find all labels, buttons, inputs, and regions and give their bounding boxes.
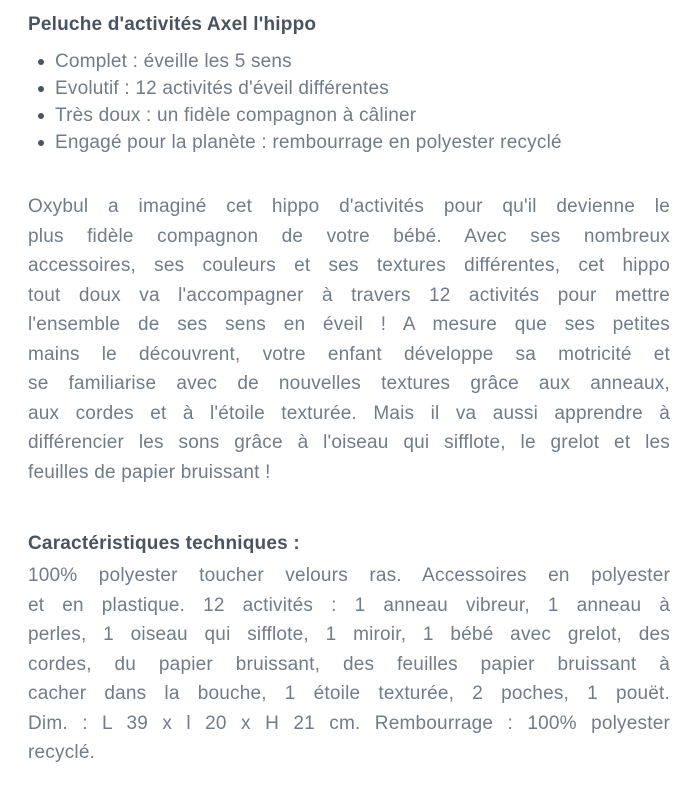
- text-line: cacher dans la bouche, 1 étoile texturée, 2 poches, 1 pouët.: [28, 683, 670, 704]
- text-line: perles, 1 oiseau qui sifflote, 1 miroir, 1 bébé avec grelot, des: [28, 624, 670, 645]
- highlight-item: Complet : éveille les 5 sens: [28, 48, 670, 75]
- text-line: mains le découvrent, votre enfant développe sa motricité et: [28, 343, 670, 365]
- text-line: et en plastique. 12 activités : 1 anneau vibreur, 1 anneau à: [28, 594, 670, 616]
- specs-paragraph: [28, 561, 670, 768]
- text-line: cordes, du papier bruissant, des feuilles papier bruissant à: [28, 653, 670, 675]
- text-line: Oxybul a imaginé cet hippo d'activités pour qu'il devienne le: [28, 196, 670, 217]
- highlight-item: Très doux : un fidèle compagnon à câliner: [28, 102, 670, 129]
- text-line: 100% polyester toucher velours ras. Accessoires en polyester: [28, 565, 670, 586]
- highlight-item: Engagé pour la planète : rembourrage en polyester recyclé: [28, 129, 670, 156]
- text-line: feuilles de papier bruissant !: [28, 461, 271, 483]
- text-line: tout doux va l'accompagner à travers 12 activités pour mettre: [28, 284, 670, 306]
- text-line: Dim. : L 39 x l 20 x H 21 cm. Rembourrage : 100% polyester: [28, 712, 670, 734]
- description-paragraph: [28, 192, 670, 487]
- product-title: Peluche d'activités Axel l'hippo: [28, 14, 317, 35]
- text-line: aux cordes et à l'étoile texturée. Mais il va aussi apprendre à: [28, 402, 670, 424]
- text-line: se familiarise avec de nouvelles textures grâce aux anneaux,: [28, 373, 670, 394]
- text-line: plus fidèle compagnon de votre bébé. Avec ses nombreux: [28, 225, 670, 247]
- text-line: accessoires, ses couleurs et ses textures différentes, cet hippo: [28, 255, 670, 276]
- highlight-item: Evolutif : 12 activités d'éveil différentes: [28, 75, 670, 102]
- text-line: l'ensemble de ses sens en éveil ! A mesure que ses petites: [28, 314, 670, 335]
- text-line: différencier les sons grâce à l'oiseau qui sifflote, le grelot et les: [28, 432, 670, 453]
- highlights-list: [28, 48, 670, 156]
- specs-heading: Caractéristiques techniques :: [28, 533, 300, 554]
- text-line: recyclé.: [28, 742, 96, 763]
